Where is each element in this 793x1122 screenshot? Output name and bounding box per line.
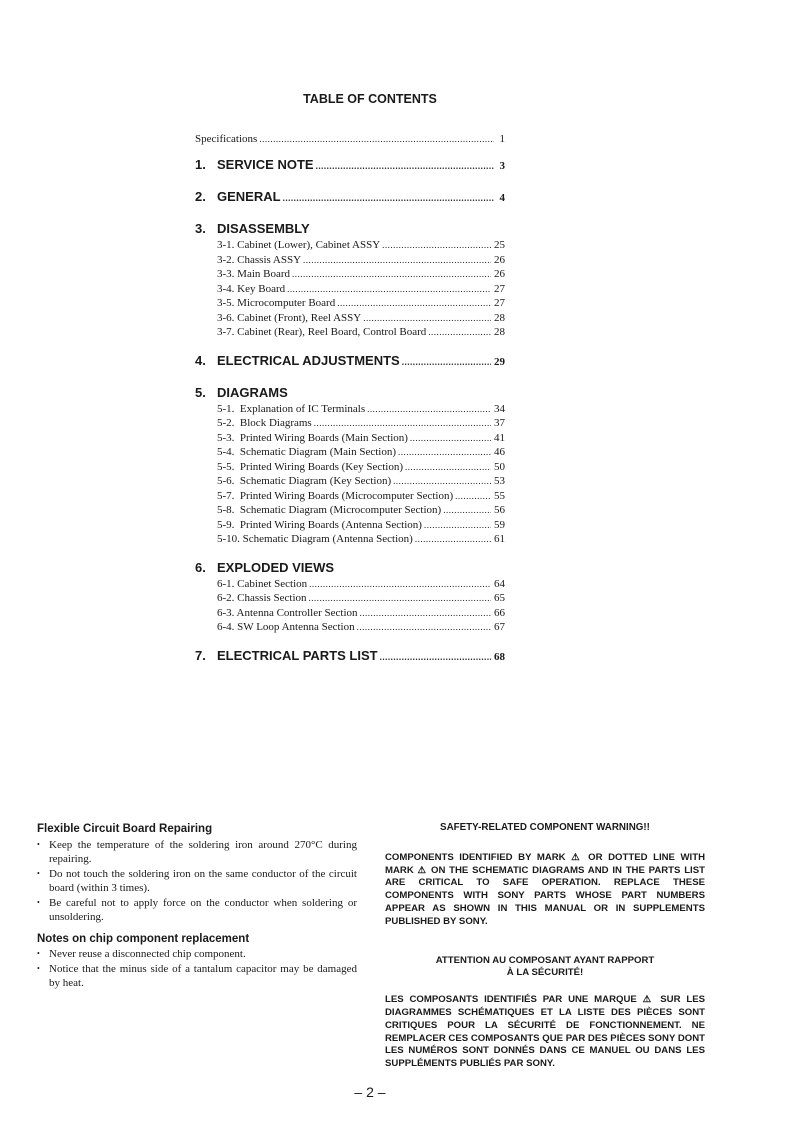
toc-page-number: 34 <box>494 402 505 415</box>
dot-leader <box>382 240 491 250</box>
toc-subentry-label: 5-7. Printed Wiring Boards (Microcomputer Section) <box>217 489 454 502</box>
toc-subentry-label: 5-3. Printed Wiring Boards (Main Section) <box>217 431 408 444</box>
toc-chapter[interactable] <box>195 648 505 666</box>
toc-page-number: 66 <box>494 606 505 619</box>
toc-page-number: 50 <box>494 460 505 473</box>
toc-subentry[interactable] <box>217 239 505 254</box>
safety-fr-title-line1: ATTENTION AU COMPOSANT AYANT RAPPORT <box>435 954 655 966</box>
toc-chapter-label <box>195 157 314 172</box>
dot-leader <box>428 327 491 337</box>
toc-page-number: 25 <box>494 239 505 251</box>
toc-page-number: 27 <box>494 297 505 309</box>
toc-chapter[interactable] <box>195 560 505 578</box>
dot-leader <box>337 298 491 308</box>
safety-fr-title-line2: À LA SÉCURITÉ! <box>506 967 584 979</box>
toc-chapter[interactable] <box>195 385 505 403</box>
toc-page-number: 64 <box>494 577 505 590</box>
toc-page-number: 56 <box>494 504 505 516</box>
toc-subentry[interactable] <box>217 578 505 593</box>
dot-leader <box>309 593 491 603</box>
dot-leader <box>393 476 491 486</box>
dot-leader <box>455 491 491 501</box>
dot-leader <box>405 462 491 472</box>
toc-entry-specifications[interactable] <box>195 133 505 149</box>
toc-subentry[interactable] <box>217 326 505 341</box>
toc-subentry-label: 3-1. Cabinet (Lower), Cabinet ASSY <box>217 239 381 251</box>
dot-leader <box>316 161 494 171</box>
toc-chapter[interactable] <box>195 189 505 207</box>
toc-chapter-number: 6. <box>195 559 206 575</box>
dot-leader <box>398 447 491 457</box>
list-item: • Notice that the minus side of a tantalum capacitor may be damaged by heat. <box>37 962 357 991</box>
toc-chapter-number: 2. <box>195 189 206 204</box>
toc-subentry-label: 5-4. Schematic Diagram (Main Section) <box>217 446 397 458</box>
toc-chapter-number: 7. <box>195 647 206 663</box>
list-item: • Keep the temperature of the soldering iron around 270°C during repairing. <box>37 838 357 867</box>
toc-section <box>195 221 505 341</box>
toc-chapter[interactable] <box>195 353 505 371</box>
toc-page-number: 1 <box>499 133 505 145</box>
safety-en-title: SAFETY-RELATED COMPONENT WARNING!! <box>440 822 650 833</box>
toc-subentry-label: 6-4. SW Loop Antenna Section <box>217 621 355 633</box>
toc-subentry-label: 5-5. Printed Wiring Boards (Key Section) <box>217 460 404 473</box>
toc-page-number: 41 <box>494 431 505 444</box>
toc-chapter-number: 3. <box>195 221 206 236</box>
toc-page-number: 55 <box>494 489 505 502</box>
toc-chapter-number: 1. <box>195 157 206 172</box>
toc-subentry-label: 6-1. Cabinet Section <box>217 577 308 590</box>
toc-subentry-label: 5-2. Block Diagrams <box>217 417 312 429</box>
dot-leader <box>415 534 491 544</box>
toc-chapter-title: SERVICE NOTE <box>217 157 314 172</box>
toc-chapter-label <box>195 560 334 575</box>
toc-chapter-label <box>195 353 400 368</box>
toc-page-number: 59 <box>494 518 505 531</box>
toc-chapter-title: GENERAL <box>217 189 281 204</box>
dot-leader <box>314 418 491 428</box>
toc-subentry[interactable] <box>217 490 505 505</box>
flexible-repair-title: Flexible Circuit Board Repairing <box>37 823 213 835</box>
toc-subentry-label: 5-10. Schematic Diagram (Antenna Section) <box>217 533 413 545</box>
toc-subentry[interactable] <box>217 254 505 269</box>
toc-page-number: 28 <box>494 311 505 324</box>
toc-page-number: 61 <box>494 533 505 545</box>
toc-section <box>195 353 505 371</box>
page-number: – 2 – <box>354 1084 386 1100</box>
dot-leader <box>402 357 491 367</box>
chip-notes-list <box>37 947 357 991</box>
toc-subentry[interactable] <box>217 446 505 461</box>
toc-page-number: 27 <box>494 282 505 295</box>
list-item: • Do not touch the soldering iron on the same conductor of the circuit board (within 3 times). <box>37 867 357 896</box>
toc-subentry-label: 5-6. Schematic Diagram (Key Section) <box>217 475 392 487</box>
toc-subentry[interactable] <box>217 621 505 636</box>
toc-section <box>195 157 505 175</box>
dot-leader <box>283 193 494 203</box>
toc-chapter-number: 5. <box>195 384 206 400</box>
toc-subentry-label: 6-2. Chassis Section <box>217 592 307 604</box>
dot-leader <box>443 505 491 515</box>
toc-chapter-title: DIAGRAMS <box>217 384 288 400</box>
toc-page-number: 37 <box>494 417 505 429</box>
dot-leader <box>309 579 491 589</box>
toc-subentry[interactable] <box>217 432 505 447</box>
toc-subentry[interactable] <box>217 312 505 327</box>
repair-notes <box>37 822 357 991</box>
dot-leader <box>410 433 491 443</box>
toc-subentry[interactable] <box>217 268 505 283</box>
toc-chapter-title: EXPLODED VIEWS <box>217 559 335 575</box>
toc-chapter-label <box>195 385 288 400</box>
toc-entry-label: Specifications <box>195 133 258 145</box>
toc-chapter-number: 4. <box>195 352 206 368</box>
dot-leader <box>424 520 491 530</box>
toc-chapter-title: ELECTRICAL PARTS LIST <box>217 647 378 663</box>
toc-subentry[interactable] <box>217 504 505 519</box>
toc-subentry-label: 3-7. Cabinet (Rear), Reel Board, Control Board <box>217 326 427 338</box>
toc-section <box>195 385 505 548</box>
toc-page-number: 28 <box>494 326 505 338</box>
toc-subentry[interactable] <box>217 283 505 298</box>
toc-page-number: 3 <box>499 160 505 172</box>
toc-page-number: 29 <box>494 355 505 368</box>
toc-section <box>195 560 505 636</box>
dot-leader <box>259 134 494 144</box>
safety-fr-title <box>385 955 705 981</box>
toc-page-number: 46 <box>494 446 505 458</box>
dot-leader <box>380 652 491 662</box>
safety-warnings <box>385 822 705 1071</box>
toc-subentry[interactable] <box>217 533 505 548</box>
toc-subentry[interactable] <box>217 475 505 490</box>
toc-chapter-label <box>195 221 310 236</box>
toc-page-number: 68 <box>494 650 505 663</box>
toc-subentry-label: 3-4. Key Board <box>217 282 286 295</box>
toc-subentry[interactable] <box>217 297 505 312</box>
toc-subentry[interactable] <box>217 592 505 607</box>
toc-subentry[interactable] <box>217 417 505 432</box>
toc-page-number: 26 <box>494 268 505 280</box>
toc-chapters <box>195 157 505 666</box>
list-item: • Never reuse a disconnected chip component. <box>37 947 357 962</box>
toc-subentry[interactable] <box>217 607 505 622</box>
toc-chapter[interactable] <box>195 221 505 239</box>
toc-page-number: 67 <box>494 621 505 633</box>
toc-chapter[interactable] <box>195 157 505 175</box>
list-item: • Be careful not to apply force on the conductor when soldering or unsoldering. <box>37 896 357 925</box>
safety-fr-body: LES COMPOSANTS IDENTIFIÉS PAR UNE MARQUE ⚠ SUR LES DIAGRAMMES SCHÉMATIQUES ET LA LISTE DES PIÈCES SONT CRITIQUES POUR LA SÉCURITÉ DE FONCTIONNEMENT. NE REMPLACER CES COMPOSANTS QUE PAR DES PIÈCES SONY DONT LES NUMÉROS SONT DONNÉS DANS CE MANUEL OU DANS LES SUPPLÉMENTS PUBLIÉS PAR SONY. <box>385 994 706 1070</box>
toc-subentry-label: 5-8. Schematic Diagram (Microcomputer Section) <box>217 504 442 516</box>
toc-subentry-label: 3-3. Main Board <box>217 268 291 280</box>
dot-leader <box>360 608 491 618</box>
toc-subentry-label: 3-6. Cabinet (Front), Reel ASSY <box>217 311 362 324</box>
toc-subentry-label: 6-3. Antenna Controller Section <box>217 606 358 619</box>
flexible-repair-list <box>37 838 357 925</box>
toc-page-number: 4 <box>499 192 505 204</box>
dot-leader <box>367 404 491 414</box>
safety-en-body: COMPONENTS IDENTIFIED BY MARK ⚠ OR DOTTED LINE WITH MARK ⚠ ON THE SCHEMATIC DIAGRAMS AND IN THE PARTS LIST ARE CRITICAL TO SAFE OPERATION. REPLACE THESE COMPONENTS WITH SONY PARTS WHOSE PART NUMBERS APPEAR AS SHOWN IN THIS MANUAL OR IN SUPPLEMENTS PUBLISHED BY SONY. <box>385 851 705 927</box>
table-of-contents <box>195 133 505 680</box>
toc-page-number: 26 <box>494 253 505 266</box>
toc-chapter-label <box>195 189 281 204</box>
toc-subentry[interactable] <box>217 519 505 534</box>
toc-section <box>195 648 505 666</box>
toc-page-number: 53 <box>494 475 505 487</box>
toc-subentry[interactable] <box>217 461 505 476</box>
toc-page-number: 65 <box>494 592 505 604</box>
toc-chapter-title: DISASSEMBLY <box>217 221 310 236</box>
page-title: TABLE OF CONTENTS <box>303 92 437 106</box>
dot-leader <box>363 313 491 323</box>
toc-chapter-title: ELECTRICAL ADJUSTMENTS <box>217 352 400 368</box>
dot-leader <box>357 622 491 632</box>
dot-leader <box>287 284 491 294</box>
chip-notes-title: Notes on chip component replacement <box>37 932 250 945</box>
toc-subentry-label: 5-9. Printed Wiring Boards (Antenna Section) <box>217 518 422 531</box>
toc-subentry-label: 3-2. Chassis ASSY <box>217 253 302 266</box>
dot-leader <box>292 269 491 279</box>
toc-subentry-label: 5-1. Explanation of IC Terminals <box>217 402 366 415</box>
toc-subentry[interactable] <box>217 403 505 418</box>
toc-subentry-label: 3-5. Microcomputer Board <box>217 297 336 309</box>
toc-chapter-label <box>195 648 378 663</box>
toc-section <box>195 189 505 207</box>
dot-leader <box>303 255 491 265</box>
